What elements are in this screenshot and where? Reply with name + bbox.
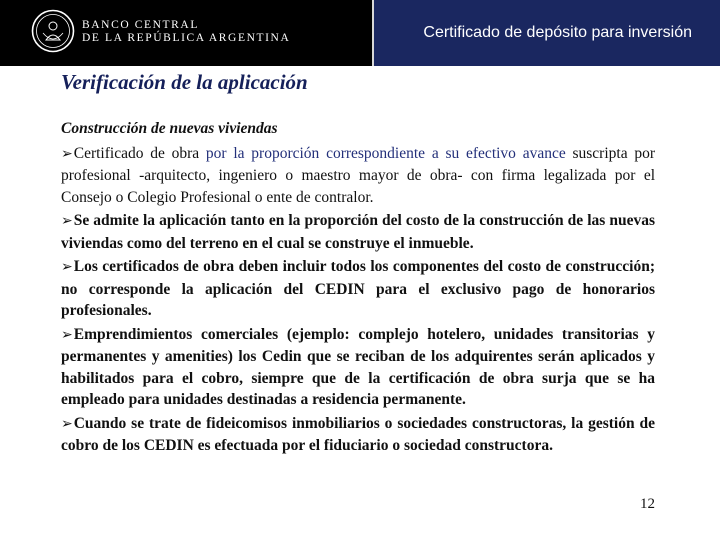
paragraph-text: Los certificados de obra deben incluir todos los componentes del costo de construcción; no corresponde la aplicación del CEDIN para el exclusivo pago de honorarios profesionales.	[61, 258, 655, 319]
subheading: Construcción de nuevas viviendas	[61, 120, 278, 137]
header-title-panel	[372, 0, 720, 66]
bank-name	[82, 19, 290, 45]
paragraph-text: Emprendimientos comerciales (ejemplo: complejo hotelero, unidades transitorias y permanentes y amenities) los Cedin que se reciban de los adquirentes serán aplicados y habilitados para el cobro, siempre que de la certificación de obra surja que se ha empleado para unidades destinadas a residencia permanente.	[61, 325, 655, 408]
paragraph-text: Se admite la aplicación tanto en la proporción del costo de la construcción de las nuevas viviendas como del terreno en el cual se construye el inmueble.	[61, 212, 655, 252]
arrow-right-icon: ➢	[61, 326, 73, 343]
arrow-right-icon: ➢	[61, 259, 73, 275]
header-title: Certificado de depósito para inversión	[423, 24, 692, 41]
arrow-right-icon: ➢	[61, 415, 73, 432]
slide-body	[61, 118, 655, 459]
bank-name-line2: DE LA REPÚBLICA ARGENTINA	[82, 32, 291, 44]
arrow-right-icon: ➢	[61, 213, 73, 229]
paragraph-text-end: suscripta por profesional -arquitecto, ingeniero o maestro mayor de obra- con firma legalizada por el Consejo o Colegio Profesional o ente de contralor.	[61, 144, 656, 206]
arrow-right-icon: ➢	[61, 145, 73, 162]
bullet-paragraph	[61, 256, 655, 322]
paragraph-text: Cuando se trate de fideicomisos inmobiliarios o sociedades constructoras, la gestión de cobro de los CEDIN es efectuada por el fiduciario o sociedad constructora.	[61, 414, 655, 454]
paragraph-text-start: Certificado de obra	[73, 144, 206, 162]
bullet-paragraph	[61, 210, 655, 254]
bullet-paragraph	[61, 143, 655, 209]
bullet-paragraph	[61, 324, 655, 411]
bullet-paragraph	[61, 413, 655, 457]
section-title: Verificación de la aplicación	[61, 70, 308, 94]
bank-name-line1: BANCO CENTRAL	[82, 19, 199, 31]
paragraph-text-highlight: por la proporción correspondiente a su efectivo avance	[205, 144, 566, 162]
page-number: 12	[640, 496, 655, 512]
header-bar	[0, 0, 720, 66]
bank-seal-icon	[31, 9, 75, 53]
